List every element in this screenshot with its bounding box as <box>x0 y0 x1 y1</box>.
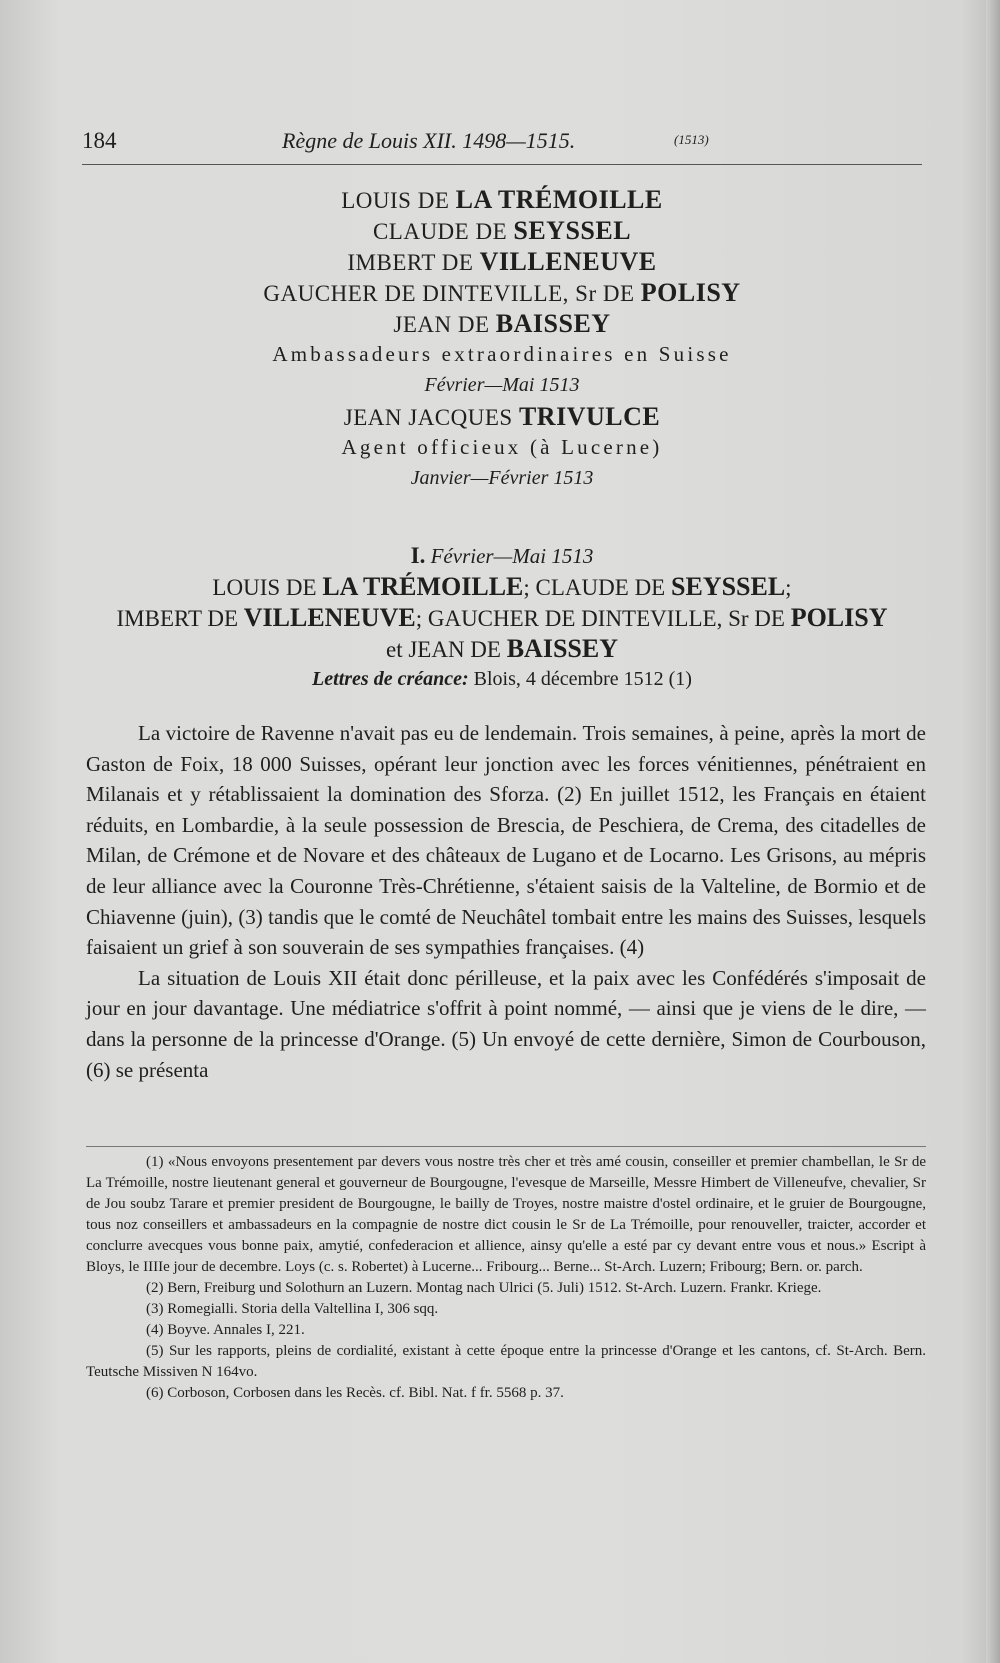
name-line: JEAN DE BAISSEY <box>393 309 611 338</box>
section-number: I. <box>410 543 426 568</box>
main-text <box>86 718 926 1085</box>
name-line: LOUIS DE LA TRÉMOILLE <box>341 185 663 214</box>
ambassadors-dates: Février—Mai 1513 <box>424 374 580 396</box>
footnote-5: (5) Sur les rapports, pleins de cordialité, existant à cette époque entre la princesse d'Orange et les cantons, cf. St-Arch. Bern. Teutsche Missiven N 164vo. <box>86 1343 926 1380</box>
name-line: CLAUDE DE SEYSSEL <box>372 216 632 245</box>
section-names-line: LOUIS DE LA TRÉMOILLE; CLAUDE DE SEYSSEL; <box>212 572 792 601</box>
name-line: GAUCHER DE DINTEVILLE, Sr DE POLISY <box>263 278 741 307</box>
footnote-4: (4) Boyve. Annales I, 221. <box>146 1322 305 1338</box>
page-edge-shadow <box>986 0 1000 1663</box>
header-year: (1513) <box>674 132 709 147</box>
running-title: Règne de Louis XII. 1498—1515. <box>282 128 576 153</box>
section-title <box>82 540 922 571</box>
agent-name: JEAN JACQUES TRIVULCE <box>343 402 661 431</box>
paragraph: La victoire de Ravenne n'avait pas eu de lendemain. Trois semaines, à peine, après la mort de Gaston de Foix, 18 000 Suisses, opérant leur jonction avec les forces vénitiennes, pénétraient en Milanais et y rétablissaient la domination des Sforza. (2) En juillet 1512, les Français en étaient réduits, en Lombardie, à la seule possession de Brescia, de Peschiera, de Crema, des citadelles de Milan, de Crémone et de Novare et des châteaux de Lugano et de Locarno. Les Grisons, au mépris de leur alliance avec la Couronne Très-Chrétienne, s'étaient saisis de la Valteline, de Bormio et de Chiavenne (juin), (3) tandis que le comté de Neuchâtel tombait entre les mains des Suisses, lesquels faisaient un grief à son souverain de ses sympathies françaises. (4) <box>86 721 926 960</box>
footnote-1: (1) «Nous envoyons presentement par devers vous nostre très cher et très amé cousin, conseiller et premier chambellan, le Sr de La Trémoille, nostre lieutenant general et gouverneur de Bourgougne, l'evesque de Marseille, Messre Himbert de Villeneufve, chevalier, Sr de Jou soubz Tarare et premier president de Bourgougne, le bailly de Troyes, nostre maistre d'ostel ordinaire, et le gruier de Bourgougne, tous noz conseillers et ambassadeurs en la compagnie de nostre dict cousin le Sr de La Trémoille, pour renouveller, traicter, accorder et conclurre avecques vous bonne paix, amytié, confederacion et allience, ainsy qu'elle a esté par cy devant entre vous et nous.» Escript à Bloys, le IIIIe jour de decembre. Loys (c. s. Robertet) à Lucerne... Fribourg... Berne... St-Arch. Luzern; Fribourg; Bern. or. parch. <box>86 1154 926 1275</box>
footnotes <box>86 1152 926 1404</box>
name-line: IMBERT DE VILLENEUVE <box>347 247 657 276</box>
footnote-3: (3) Romegialli. Storia della Valtellina I, 306 sqq. <box>146 1301 439 1317</box>
agent-dates: Janvier—Février 1513 <box>410 467 594 489</box>
section-dates: Février—Mai 1513 <box>430 544 594 568</box>
footnote-6: (6) Corboson, Corbosen dans les Recès. cf. Bibl. Nat. f fr. 5568 p. 37. <box>146 1385 564 1401</box>
section-names-line: IMBERT DE VILLENEUVE; GAUCHER DE DINTEVILLE, Sr DE POLISY <box>116 603 888 632</box>
ambassadors-role: Ambassadeurs extraordinaires en Suisse <box>272 342 732 366</box>
page-number: 184 <box>82 128 117 153</box>
ambassadors-block <box>82 184 922 494</box>
section-heading <box>82 540 922 695</box>
footnote-2: (2) Bern, Freiburg und Solothurn an Luzern. Montag nach Ulrici (5. Juli) 1512. St-Arch. Luzern. Frankr. Kriege. <box>146 1280 822 1296</box>
credence-line: Lettres de créance: Blois, 4 décembre 1512 (1) <box>312 668 692 690</box>
paragraph: La situation de Louis XII était donc périlleuse, et la paix avec les Confédérés s'imposait de jour en jour davantage. Une médiatrice s'offrit à point nommé, — ainsi que je viens de le dire, — dans la personne de la princesse d'Orange. (5) Un envoyé de cette dernière, Simon de Courbouson, (6) se présenta <box>86 965 926 1082</box>
footnote-rule <box>86 1146 926 1147</box>
running-header <box>82 124 922 165</box>
section-names-line: et JEAN DE BAISSEY <box>385 634 618 663</box>
agent-role: Agent officieux (à Lucerne) <box>341 435 663 459</box>
